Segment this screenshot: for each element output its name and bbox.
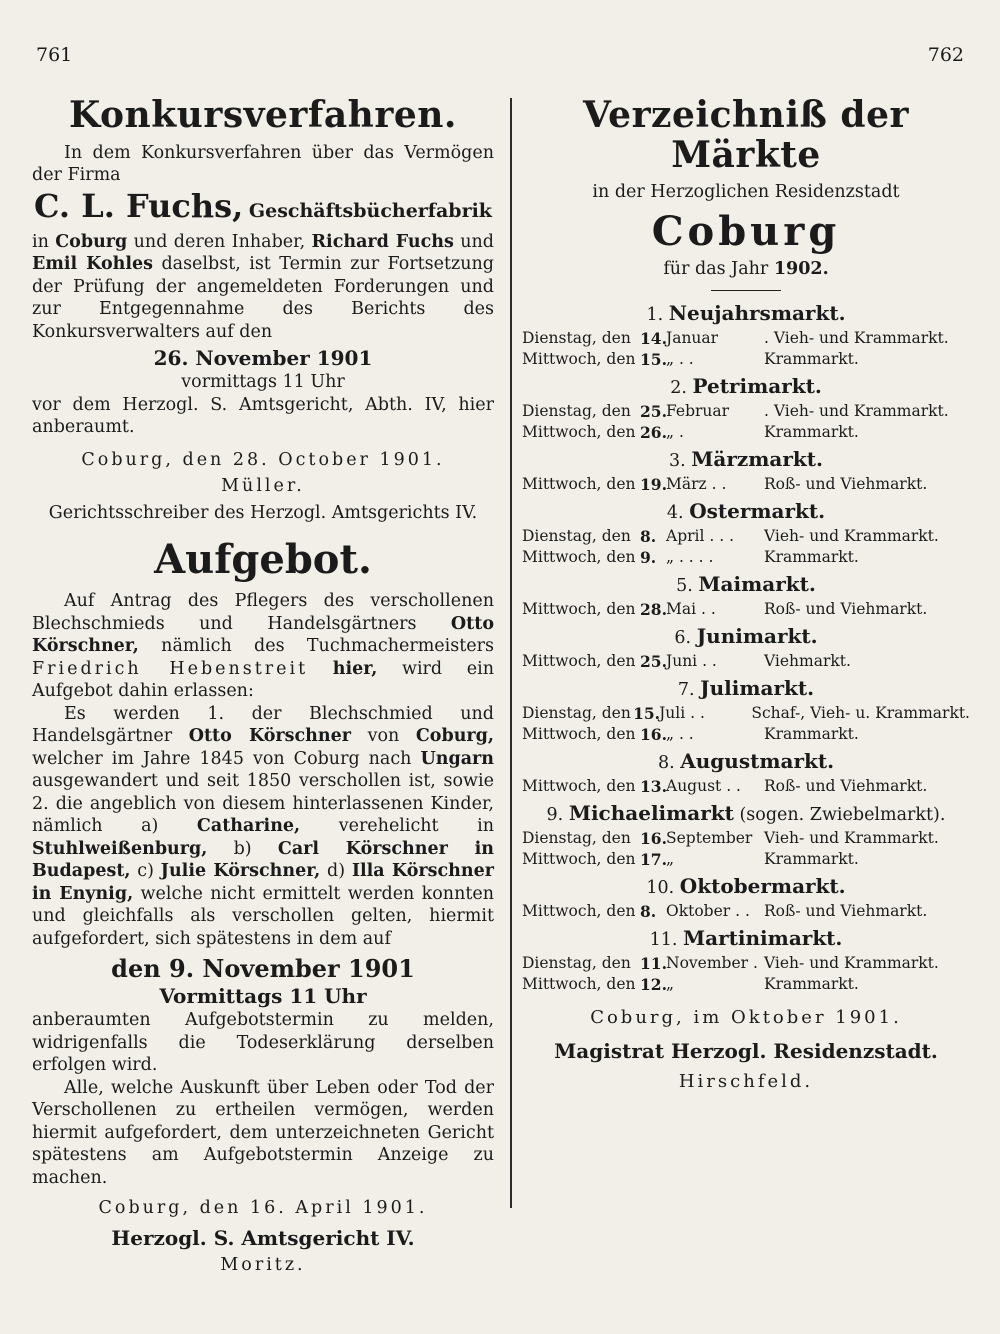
aufgebot-child: Catharine,	[196, 816, 301, 837]
market-day: Dienstag, den	[522, 704, 631, 723]
market-heading	[522, 874, 970, 901]
market-number: 3.	[669, 451, 686, 472]
konkurs-signer: Müller.	[221, 476, 305, 497]
market-number: 6.	[674, 628, 692, 649]
market-month: „	[666, 975, 675, 994]
aufgebot-text: b)	[233, 838, 252, 859]
market-number: 1.	[646, 305, 664, 326]
market-day: Dienstag, den	[522, 329, 631, 348]
market-month: Juni . .	[666, 652, 717, 671]
aufgebot-country: Ungarn	[420, 748, 494, 769]
market-month: April . . .	[666, 527, 735, 546]
market-name: Ostermarkt.	[689, 499, 826, 524]
market-type: Krammarkt.	[764, 350, 859, 369]
konkurs-body	[32, 231, 494, 344]
market-name: Martinimarkt.	[683, 926, 843, 951]
aufgebot-child: Julie Körschner,	[160, 861, 321, 882]
market-number: 5.	[676, 576, 693, 597]
konkurs-owner: Emil Kohles	[32, 254, 153, 275]
market-month: „ . .	[666, 725, 694, 744]
market-heading	[522, 447, 970, 474]
market-row	[522, 901, 970, 922]
market-heading	[522, 676, 970, 703]
aufgebot-para-1	[32, 590, 494, 703]
aufgebot-text: welche nicht ermittelt werden konnten und gleichfalls als verschollen gelten, hiermit aufgefordert, sich spätestens in dem auf	[32, 883, 494, 949]
aufgebot-text: nämlich des Tuchmachermeisters	[161, 636, 494, 657]
market-day: Dienstag, den	[522, 954, 631, 973]
market-day: Mittwoch, den	[522, 850, 636, 869]
market-type: Vieh- und Krammarkt.	[764, 829, 939, 848]
market-month: September	[666, 829, 753, 848]
aufgebot-text: welcher im Jahre 1845 von Coburg nach	[32, 748, 412, 769]
market-day: Mittwoch, den	[522, 975, 636, 994]
market-month: „ . . . .	[666, 548, 714, 567]
konkurs-text: in	[32, 231, 49, 252]
konkurs-owner: Richard Fuchs	[311, 231, 454, 252]
markets-list	[522, 301, 970, 995]
market-date: 12.	[640, 975, 667, 995]
market-heading	[522, 572, 970, 599]
market-date: 16.	[640, 725, 667, 745]
market-extra: (sogen. Zwiebelmarkt).	[739, 805, 946, 826]
aufgebot-text: wird ein Aufgebot dahin erlassen:	[32, 658, 494, 702]
right-column	[522, 96, 970, 1095]
market-number: 7.	[677, 680, 695, 701]
market-date: 15.	[640, 350, 667, 370]
market-type: Schaf-, Vieh- u. Krammarkt.	[751, 704, 970, 723]
market-day: Mittwoch, den	[522, 350, 636, 369]
market-row	[522, 526, 970, 547]
market-day: Mittwoch, den	[522, 725, 636, 744]
market-day: Mittwoch, den	[522, 777, 636, 796]
konkurs-text: daselbst, ist Termin zur Fortsetzung der Prüfung der angemeldeten Forderungen und zur Entgegennahme des Berichts des Konkursverwalters auf den	[32, 254, 494, 342]
market-heading	[522, 926, 970, 953]
market-name: Oktobermarkt.	[679, 874, 846, 899]
market-number: 9.	[546, 805, 564, 826]
aufgebot-signer: Moritz.	[220, 1254, 306, 1275]
market-name: Neujahrsmarkt.	[668, 301, 846, 326]
market-day: Dienstag, den	[522, 527, 631, 546]
market-date: 19.	[640, 475, 667, 495]
market-heading	[522, 801, 970, 828]
market-type: Krammarkt.	[764, 423, 859, 442]
market-row	[522, 328, 970, 349]
markets-authority: Magistrat Herzogl. Residenzstadt.	[554, 1039, 938, 1064]
market-day: Mittwoch, den	[522, 423, 636, 442]
market-heading	[522, 301, 970, 328]
market-date: 15.	[633, 704, 661, 724]
market-name: Junimarkt.	[696, 624, 818, 649]
firm-suffix: Geschäftsbücherfabrik	[248, 199, 492, 222]
market-month: „ . .	[666, 350, 694, 369]
aufgebot-title: Aufgebot.	[154, 536, 372, 584]
market-row	[522, 828, 970, 849]
aufgebot-text: c)	[137, 861, 154, 882]
konkurs-body-end: vor dem Herzogl. S. Amtsgericht, Abth. IV, hier anberaumt.	[32, 394, 494, 438]
market-row	[522, 776, 970, 797]
konkurs-place-date: Coburg, den 28. October 1901.	[81, 449, 445, 470]
page-number-left: 761	[36, 44, 73, 66]
market-type: Roß- und Viehmarkt.	[764, 475, 928, 494]
aufgebot-para-3: anberaumten Aufgebotstermin zu melden, widrigenfalls die Todeserklärung derselben erfolgen wird.	[32, 1010, 494, 1076]
market-row	[522, 349, 970, 370]
firm-line	[32, 187, 494, 231]
aufgebot-text: Auf Antrag des Pflegers des verschollenen Blechschmieds und Handelsgärtners	[32, 591, 494, 634]
market-month: Juli . .	[659, 704, 705, 723]
markets-city: Coburg	[651, 207, 841, 255]
market-number: 8.	[657, 753, 675, 774]
market-day: Mittwoch, den	[522, 548, 636, 567]
market-type: Krammarkt.	[764, 850, 859, 869]
konkurs-signer-role: Gerichtsschreiber des Herzogl. Amtsgerichts IV.	[48, 502, 478, 523]
markets-subtitle: in der Herzoglichen Residenzstadt	[592, 182, 900, 203]
aufgebot-text: ausgewandert und seit 1850 verschollen ist, sowie 2. die angeblich von diesem hinterlassenen Kinder, nämlich a)	[32, 771, 494, 837]
market-row	[522, 703, 970, 724]
aufgebot-place-date: Coburg, den 16. April 1901.	[98, 1198, 428, 1219]
aufgebot-city: Coburg,	[415, 726, 494, 747]
market-row	[522, 401, 970, 422]
market-type: Roß- und Viehmarkt.	[764, 902, 928, 921]
market-row	[522, 599, 970, 620]
market-date: 25.	[640, 402, 667, 422]
aufgebot-para-4: Alle, welche Auskunft über Leben oder Tod der Verschollenen zu ertheilen vermögen, werden hiermit aufgefordert, dem unterzeichneten Gericht spätestens am Aufgebotstermin Anzeige zu machen.	[32, 1077, 494, 1188]
aufgebot-name: Otto Körschner	[188, 726, 351, 747]
market-heading	[522, 624, 970, 651]
market-date: 26.	[640, 423, 667, 443]
market-date: 13.	[640, 777, 667, 797]
markets-year-line	[522, 258, 970, 281]
konkurs-text: und deren Inhaber,	[133, 231, 306, 252]
market-date: 11.	[640, 954, 667, 974]
market-date: 28.	[640, 600, 667, 620]
market-date: 14.	[640, 329, 667, 349]
market-row	[522, 547, 970, 568]
market-date: 8.	[640, 527, 657, 547]
title-rule	[711, 290, 781, 291]
market-month: Januar	[666, 329, 719, 348]
market-month: Februar	[666, 402, 730, 421]
market-type: Vieh- und Krammarkt.	[764, 954, 939, 973]
aufgebot-child: Illa Körschner in Enynig,	[32, 861, 494, 904]
aufgebot-name: Otto Körschner,	[32, 613, 494, 657]
konkurs-text: und	[460, 231, 494, 252]
konkurs-city: Coburg	[55, 231, 128, 252]
konkurs-date: 26. November 1901	[153, 346, 373, 371]
market-name: Michaelimarkt	[568, 801, 734, 826]
market-date: 8.	[640, 902, 657, 922]
market-day: Mittwoch, den	[522, 475, 636, 494]
market-number: 11.	[649, 930, 678, 951]
markets-year-prefix: für das Jahr	[663, 258, 769, 279]
column-divider	[510, 98, 512, 1208]
aufgebot-text: von	[367, 726, 400, 747]
markets-title: Verzeichniß der Märkte	[583, 94, 909, 176]
markets-year: 1902.	[773, 258, 829, 279]
market-name: Petrimarkt.	[692, 374, 822, 399]
left-column	[32, 96, 494, 1276]
market-month: Mai . .	[666, 600, 716, 619]
market-date: 17.	[640, 850, 667, 870]
aufgebot-place: Stuhlweißenburg,	[32, 838, 208, 859]
market-type: Krammarkt.	[764, 725, 859, 744]
market-row	[522, 651, 970, 672]
market-date: 9.	[640, 548, 657, 568]
firm-name: C. L. Fuchs,	[34, 186, 244, 225]
market-row	[522, 474, 970, 495]
market-type: Krammarkt.	[764, 975, 859, 994]
konkurs-time: vormittags 11 Uhr	[181, 372, 345, 393]
aufgebot-child: Carl Körschner in Budapest,	[32, 838, 494, 882]
markets-place-date: Coburg, im Oktober 1901.	[590, 1007, 902, 1029]
aufgebot-text: d)	[327, 861, 346, 882]
aufgebot-text: verehelicht in	[338, 816, 494, 837]
market-month: Oktober . .	[666, 902, 750, 921]
market-row	[522, 953, 970, 974]
market-type: Vieh- und Krammarkt.	[764, 527, 939, 546]
market-heading	[522, 374, 970, 401]
market-month: „	[666, 850, 675, 869]
market-type: . Vieh- und Krammarkt.	[764, 329, 949, 348]
market-row	[522, 422, 970, 443]
market-name: Julimarkt.	[700, 676, 815, 701]
market-row	[522, 849, 970, 870]
market-name: Märzmarkt.	[691, 447, 823, 472]
market-day: Dienstag, den	[522, 829, 631, 848]
markets-signer: Hirschfeld.	[678, 1071, 814, 1093]
market-type: Viehmarkt.	[764, 652, 851, 671]
aufgebot-time: Vormittags 11 Uhr	[159, 984, 367, 1009]
market-number: 10.	[646, 878, 675, 899]
market-type: Roß- und Viehmarkt.	[764, 777, 928, 796]
market-day: Dienstag, den	[522, 402, 631, 421]
market-number: 2.	[670, 378, 687, 399]
market-month: November .	[666, 954, 758, 973]
konkurs-intro: In dem Konkursverfahren über das Vermögen der Firma	[32, 142, 494, 186]
market-month: August . .	[666, 777, 741, 796]
market-day: Mittwoch, den	[522, 600, 636, 619]
market-name: Augustmarkt.	[680, 749, 835, 774]
market-name: Maimarkt.	[698, 572, 816, 597]
market-month: „ .	[666, 423, 684, 442]
konkurs-title: Konkursverfahren.	[69, 94, 457, 136]
market-type: Krammarkt.	[764, 548, 859, 567]
market-heading	[522, 499, 970, 526]
aufgebot-here: hier,	[332, 658, 378, 679]
page-number-right: 762	[927, 44, 964, 66]
market-date: 25.	[640, 652, 667, 672]
market-type: Roß- und Viehmarkt.	[764, 600, 928, 619]
market-day: Mittwoch, den	[522, 652, 636, 671]
market-type: . Vieh- und Krammarkt.	[764, 402, 949, 421]
market-number: 4.	[666, 503, 684, 524]
aufgebot-court: Herzogl. S. Amtsgericht IV.	[111, 1225, 415, 1250]
market-month: März . .	[666, 475, 727, 494]
aufgebot-date: den 9. November 1901	[111, 954, 415, 984]
market-heading	[522, 749, 970, 776]
market-day: Mittwoch, den	[522, 902, 636, 921]
market-row	[522, 974, 970, 995]
market-row	[522, 724, 970, 745]
market-date: 16.	[640, 829, 667, 849]
aufgebot-text: Es werden 1. der Blechschmied und Handelsgärtner	[32, 703, 494, 747]
aufgebot-para-2	[32, 703, 494, 951]
aufgebot-person: Friedrich Hebenstreit	[32, 658, 309, 679]
